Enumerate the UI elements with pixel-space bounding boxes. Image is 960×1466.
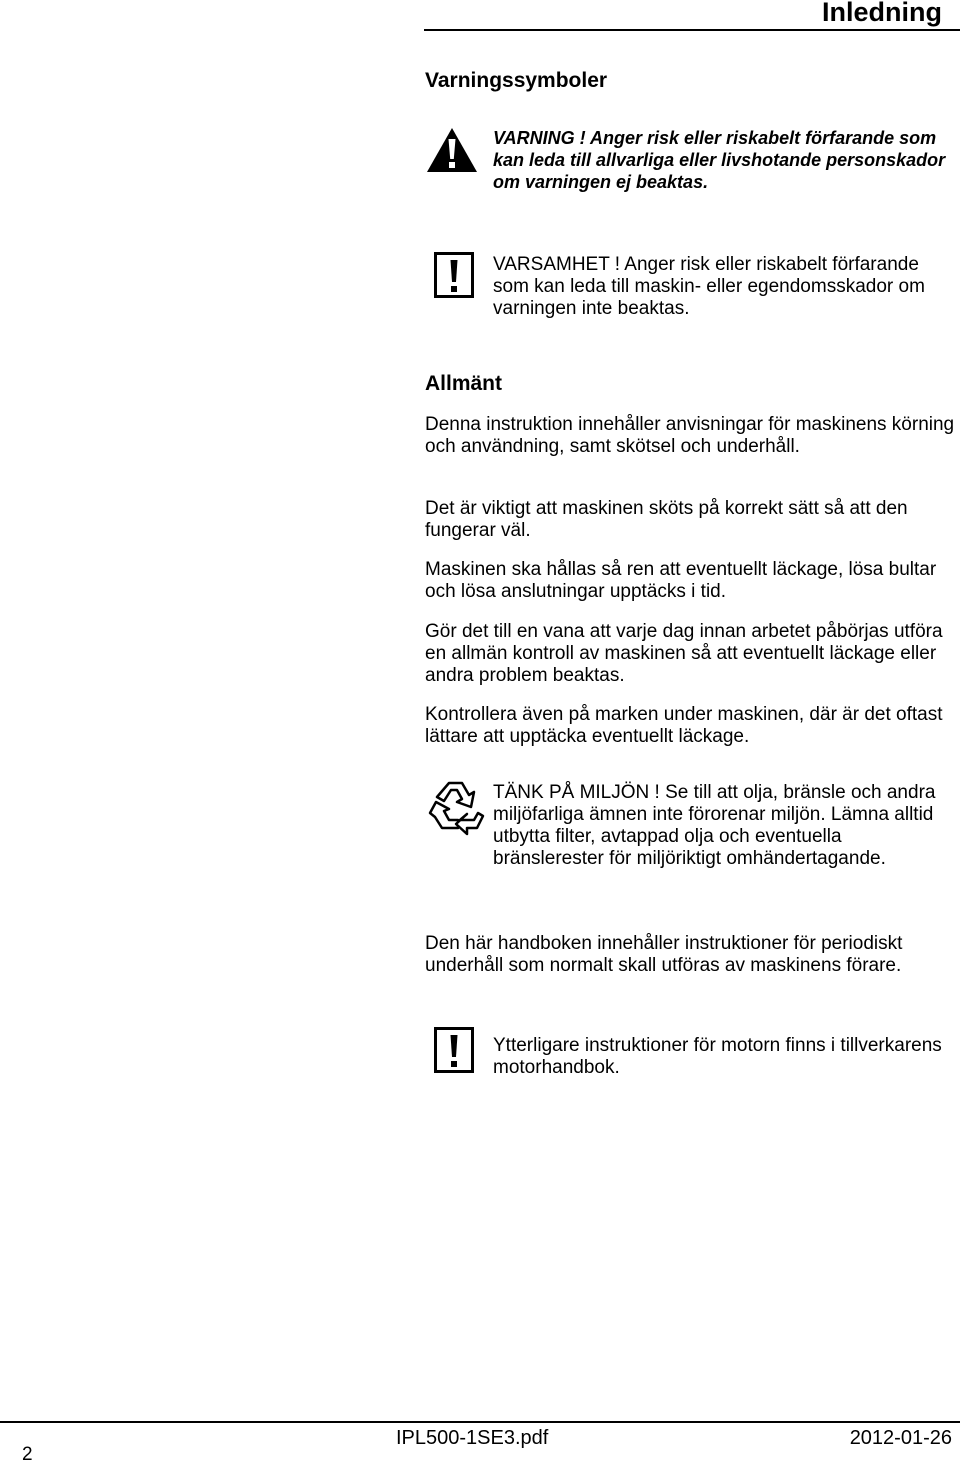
- engine-notice: Ytterligare instruktioner för motorn finns i tillverkarens motorhandbok.: [493, 1035, 942, 1078]
- warning-symbols-heading: Varningssymboler: [425, 69, 608, 92]
- caution-notice: VARSAMHET ! Anger risk eller riskabelt förfarande som kan leda till maskin- eller egendomsskador om varningen inte beaktas.: [493, 254, 925, 319]
- caution-exclamation-icon: [434, 252, 474, 298]
- general-paragraph: Kontrollera även på marken under maskinen, där är det oftast lättare att upptäcka eventuellt läckage.: [425, 704, 943, 747]
- general-heading: Allmänt: [425, 372, 503, 395]
- section-title: Inledning: [822, 0, 942, 27]
- warning-notice: VARNING ! Anger risk eller riskabelt förfarande som kan leda till allvarliga eller livshotande personskador om varningen ej beaktas.: [493, 128, 946, 192]
- warning-triangle-icon: [425, 126, 479, 174]
- environment-notice: TÄNK PÅ MILJÖN ! Se till att olja, bränsle och andra miljöfarliga ämnen inte förorenar miljön. Lämna alltid utbytta filter, avtappad olja och eventuella bränslerester för miljöriktigt omhändertagande.: [493, 782, 936, 869]
- header-rule: [424, 29, 960, 31]
- general-paragraph: Gör det till en vana att varje dag innan arbetet påbörjas utföra en allmän kontroll av maskinen så att eventuellt läckage eller andra problem beaktas.: [425, 621, 943, 686]
- info-exclamation-icon: [434, 1027, 474, 1073]
- recycle-icon: [427, 780, 485, 836]
- maintenance-paragraph: Den här handboken innehåller instruktioner för periodiskt underhåll som normalt skall utföras av maskinens förare.: [425, 933, 903, 976]
- footer-file-name: IPL500-1SE3.pdf: [396, 1427, 549, 1449]
- footer-date: 2012-01-26: [849, 1427, 952, 1449]
- general-paragraph: Denna instruktion innehåller anvisningar för maskinens körning och användning, samt skötsel och underhåll.: [425, 414, 955, 457]
- footer-rule: [0, 1421, 960, 1423]
- general-paragraph: Maskinen ska hållas så ren att eventuellt läckage, lösa bultar och lösa anslutningar upptäcks i tid.: [425, 559, 937, 602]
- page-number: 2: [22, 1444, 33, 1465]
- general-paragraph: Det är viktigt att maskinen sköts på korrekt sätt så att den fungerar väl.: [425, 498, 908, 541]
